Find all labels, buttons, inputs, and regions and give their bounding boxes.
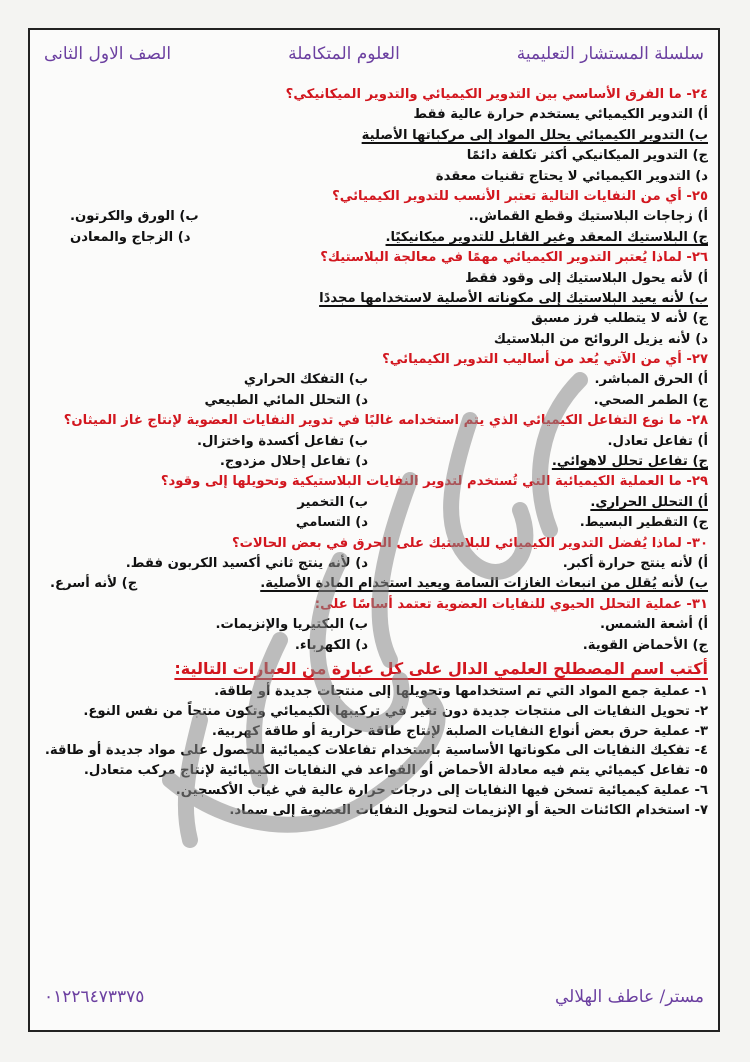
answer-line — [40, 207, 708, 227]
definition-item: ٥- تفاعل كيميائي يتم فيه معادلة الأحماض أو القواعد في النفايات الكيميائية لإنتاج مركب متعادل. — [83, 763, 708, 779]
answer-option: د) التسامي — [295, 515, 368, 531]
question-line — [40, 85, 708, 105]
definition-item: ٣- عملية حرق بعض أنواع النفايات الصلبة لإنتاج طاقة حرارية أو طاقة كهربية. — [211, 723, 708, 739]
answer-line — [40, 636, 708, 656]
subject-title: العلوم المتكاملة — [288, 44, 400, 64]
answer-row — [40, 513, 708, 533]
answer-option: ج) التدوير الميكانيكي أكثر تكلفة دائمًا — [466, 148, 708, 164]
answer-row — [40, 615, 708, 635]
answer-option: ب) التخمير — [297, 494, 368, 510]
answer-line — [40, 513, 708, 533]
series-title: سلسلة المستشار التعليمية — [516, 44, 704, 64]
answer-row — [40, 554, 708, 574]
answer-option: ب) التدوير الكيميائي يحلل المواد إلى مركباتها الأصلية — [361, 127, 708, 143]
answer-line — [40, 452, 708, 472]
answer-option: ج) الأحماض القوية. — [582, 637, 708, 653]
answer-option-side: د) الزجاج والمعادن — [70, 229, 191, 245]
question-line — [40, 534, 708, 554]
answer-option: أ) التحلل الحراري. — [590, 494, 708, 510]
question-text: ٢٥- أي من النفايات التالية تعتبر الأنسب للتدوير الكيميائي؟ — [332, 188, 708, 204]
questions-content — [40, 85, 708, 821]
definition-item: ٤- تفكيك النفايات الى مكوناتها الأساسية باستخدام تفاعلات كيميائية للحصول على مواد جديدة أو طاقة. — [44, 743, 708, 759]
answer-option-side: ج) لأنه أسرع. — [50, 576, 138, 592]
answer-line — [40, 289, 708, 309]
answer-line — [40, 228, 708, 248]
answer-line — [40, 105, 708, 125]
page-header — [30, 40, 718, 68]
answer-option: أ) لأنه ينتج حرارة أكبر. — [562, 555, 708, 571]
section-title: أكتب اسم المصطلح العلمي الدال على كل عبارة من العبارات التالية: — [174, 658, 708, 678]
definition-item: ٧- استخدام الكائنات الحية أو الإنزيمات لتحويل النفايات العضوية إلى سماد. — [229, 802, 708, 818]
question-text: ٢٨- ما نوع التفاعل الكيميائي الذي يتم استخدامه غالبًا في تدوير النفايات العضوية لإنتاج غاز الميثان؟ — [63, 413, 708, 429]
answer-line — [40, 146, 708, 166]
definition-item: ٢- تحويل النفايات الى منتجات جديدة دون تغير في تركيبها الكيميائي وتكون منتجاً من نفس النوع. — [83, 703, 708, 719]
teacher-name: مستر/ عاطف الهلالي — [555, 987, 704, 1007]
question-line — [40, 248, 708, 268]
question-line — [40, 472, 708, 492]
answer-option: ج) البلاستيك المعقد وغير القابل للتدوير ميكانيكيًا. — [385, 229, 708, 245]
answer-option: ب) التفكك الحراري — [243, 372, 368, 388]
phone-number: ٠١٢٢٦٤٧٣٣٧٥ — [44, 987, 145, 1007]
answer-line — [40, 554, 708, 574]
answer-row — [40, 636, 708, 656]
answer-option: ج) لأنه لا يتطلب فرز مسبق — [531, 311, 708, 327]
grade-title: الصف الاول الثانى — [44, 44, 172, 64]
answer-option: أ) تفاعل تعادل. — [607, 433, 708, 449]
answer-option: أ) لأنه يحول البلاستيك إلى وقود فقط — [465, 270, 708, 286]
question-line — [40, 187, 708, 207]
question-text: ٢٤- ما الفرق الأساسي بين التدوير الكيميائي والتدوير الميكانيكي؟ — [285, 87, 708, 102]
question-text: ٢٦- لماذا يُعتبر التدوير الكيميائي مهمًا في معالجة البلاستيك؟ — [320, 250, 708, 266]
answer-option: د) التحلل المائي الطبيعي — [204, 392, 368, 408]
answer-option: د) الكهرباء. — [294, 637, 368, 653]
answer-option: د) التدوير الكيميائي لا يحتاج تقنيات معقدة — [435, 168, 708, 184]
answer-line — [40, 574, 708, 594]
answer-line — [40, 167, 708, 187]
worksheet-page — [28, 28, 720, 1032]
answer-row — [40, 432, 708, 452]
answer-line — [40, 269, 708, 289]
answer-option: ب) لأنه يعيد البلاستيك إلى مكوناته الأصلية لاستخدامها مجددًا — [319, 290, 708, 306]
answer-option: أ) أشعة الشمس. — [599, 617, 708, 633]
answer-option: ج) تفاعل تحلل لاهوائي. — [551, 454, 708, 470]
answer-option: ج) الطمر الصحي. — [593, 392, 708, 408]
answer-line — [40, 615, 708, 635]
answer-row — [40, 452, 708, 472]
answer-row — [40, 370, 708, 390]
answer-option: أ) الحرق المباشر. — [594, 372, 708, 388]
answer-row — [40, 493, 708, 513]
definition-item: ٦- عملية كيميائية تسخن فيها النفايات إلى درجات حرارة عالية في غياب الأكسجين. — [175, 782, 708, 798]
answer-line — [40, 330, 708, 350]
answer-line — [40, 126, 708, 146]
definition-item: ١- عملية جمع المواد التي تم استخدامها وتحويلها إلى منتجات جديدة أو طاقة. — [214, 683, 708, 699]
answer-option: ب) لأنه يُقلل من انبعاث الغازات السامة ويعيد استخدام المادة الأصلية. — [260, 576, 708, 592]
answer-option-side: ب) الورق والكرتون. — [70, 209, 199, 225]
answer-line — [40, 493, 708, 513]
question-line — [40, 350, 708, 370]
question-line — [40, 595, 708, 615]
answer-row — [40, 391, 708, 411]
answer-option: د) لأنه ينتج ثاني أكسيد الكربون فقط. — [125, 555, 368, 571]
answer-line — [40, 370, 708, 390]
answer-option: د) لأنه يزيل الروائح من البلاستيك — [493, 331, 708, 347]
answer-line — [40, 432, 708, 452]
page-footer — [30, 982, 718, 1012]
answer-option: ب) البكتيريا والإنزيمات. — [215, 617, 368, 633]
question-text: ٢٩- ما العملية الكيميائية التي تُستخدم لتدوير النفايات البلاستيكية وتحويلها إلى وقود؟ — [160, 474, 708, 490]
answer-option: ب) تفاعل أكسدة واختزال. — [196, 433, 368, 449]
answer-option: أ) زجاجات البلاستيك وقطع القماش.. — [468, 209, 708, 225]
answer-line — [40, 309, 708, 329]
answer-option: أ) التدوير الكيميائي يستخدم حرارة عالية فقط — [413, 107, 708, 123]
answer-option: د) تفاعل إحلال مزدوج. — [219, 454, 368, 470]
answer-line — [40, 391, 708, 411]
answer-option: ج) التقطير البسيط. — [579, 515, 708, 531]
question-line — [40, 411, 708, 431]
question-text: ٣١- عملية التحلل الحيوي للنفايات العضوية تعتمد أساسًا على: — [314, 596, 708, 612]
question-text: ٣٠- لماذا يُفضل التدوير الكيميائي للبلاستيك على الحرق في بعض الحالات؟ — [231, 535, 708, 551]
question-text: ٢٧- أي من الآتي يُعد من أساليب التدوير الكيميائي؟ — [382, 352, 708, 368]
